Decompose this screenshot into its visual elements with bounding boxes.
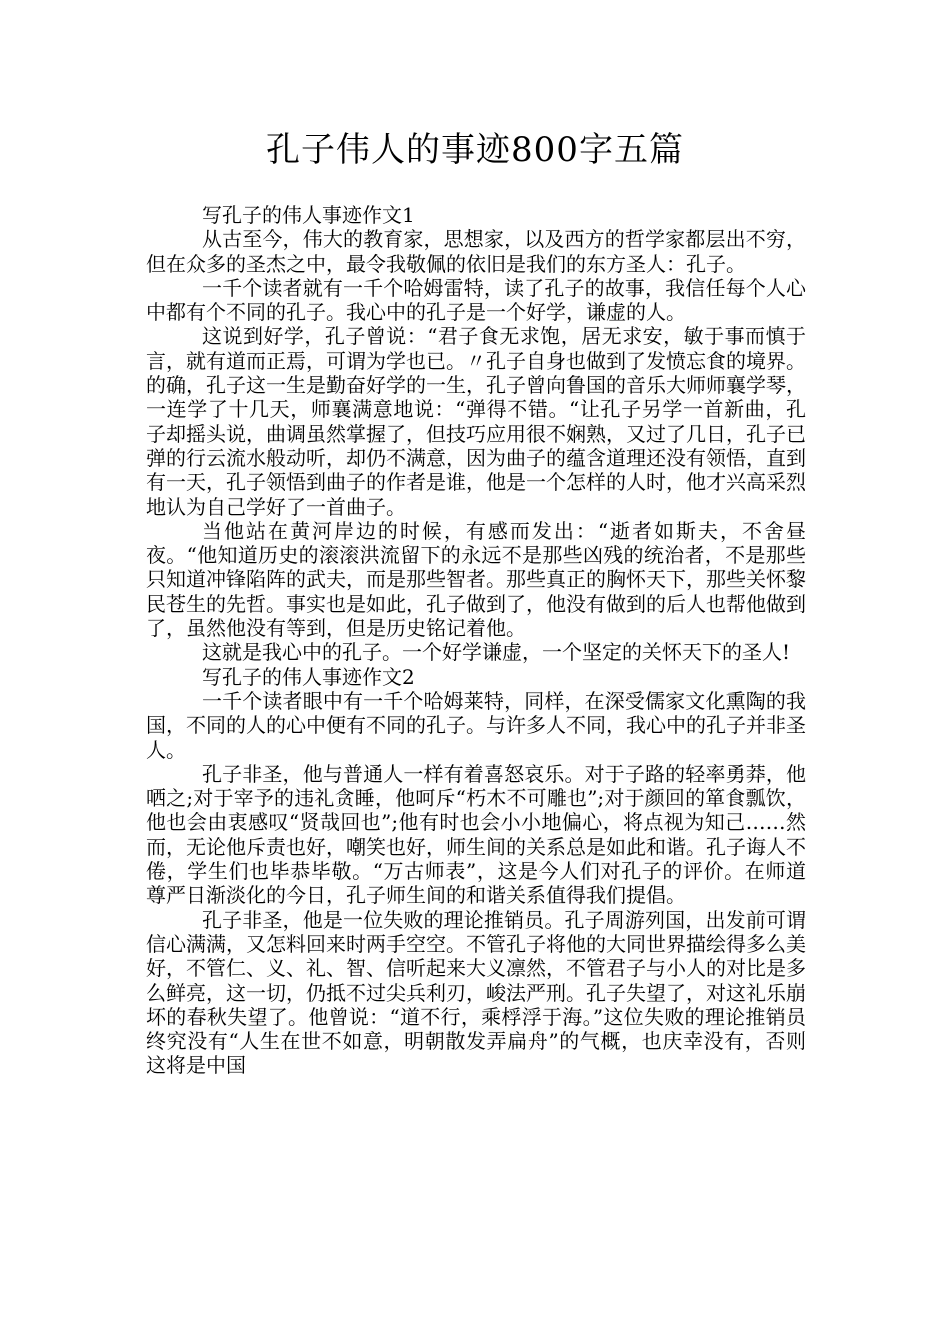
section-heading: 写孔子的伟人事迹作文2 xyxy=(202,664,415,689)
paragraph: 这说到好学，孔子曾说：“君子食无求饱，居无求安，敏于事而慎于言，就有道而正焉，可谓为学也已。〃孔子自身也做到了发愤忘食的境界。的确，孔子这一生是勤奋好学的一生，孔子曾向鲁国的音乐大师师襄学琴，一连学了十几天，师襄满意地说：“弹得不错。“让孔子另学一首新曲，孔子却摇头说，曲调虽然掌握了，但技巧应用很不娴熟，又过了几日，孔子已弹的行云流水般动听，却仍不满意，因为曲子的蕴含道理还没有领悟，直到有一天，孔子领悟到曲子的作者是谁，他是一个怎样的人时，他才兴高采烈地认为自己学好了一首曲子。 xyxy=(146,324,806,519)
page-title: 孔子伟人的事迹800字五篇 xyxy=(266,130,684,170)
paragraph: 这就是我心中的孔子。一个好学谦虚，一个坚定的关怀天下的圣人! xyxy=(202,640,791,665)
document-body xyxy=(146,203,806,1078)
paragraph: 孔子非圣，他与普通人一样有着喜怒哀乐。对于子路的轻率勇莽，他哂之;对于宰予的违礼贪睡，他呵斥“朽木不可雕也”;对于颜回的箪食瓢饮，他也会由衷感叹“贤哉回也”;他有时也会小小地偏心，将点视为知己……然而，无论他斥责也好，嘲笑也好，师生间的关系总是如此和谐。孔子诲人不倦，学生们也毕恭毕敬。“万古师表”，这是今人们对孔子的评价。在师道尊严日渐淡化的今日，孔子师生间的和谐关系值得我们提倡。 xyxy=(146,761,806,908)
paragraph: 从古至今，伟大的教育家，思想家，以及西方的哲学家都层出不穷，但在众多的圣杰之中，最令我敬佩的依旧是我们的东方圣人：孔子。 xyxy=(146,227,806,276)
paragraph: 一千个读者眼中有一千个哈姆莱特，同样，在深受儒家文化熏陶的我国，不同的人的心中便有不同的孔子。与许多人不同，我心中的孔子并非圣人。 xyxy=(146,688,806,762)
paragraph: 当他站在黄河岸边的时候，有感而发出：“逝者如斯夫，不舍昼夜。“他知道历史的滚滚洪流留下的永远不是那些凶残的统治者，不是那些只知道冲锋陷阵的武夫，而是那些智者。那些真正的胸怀天下，那些关怀黎民苍生的先哲。事实也是如此，孔子做到了，他没有做到的后人也帮他做到了，虽然他没有等到，但是历史铭记着他。 xyxy=(146,518,806,641)
section-heading: 写孔子的伟人事迹作文1 xyxy=(202,203,415,227)
paragraph: 孔子非圣，他是一位失败的理论推销员。孔子周游列国，出发前可谓信心满满，又怎料回来时两手空空。不管孔子将他的大同世界描绘得多么美好，不管仁、义、礼、智、信听起来大义凛然，不管君子与小人的对比是多么鲜亮，这一切，仍抵不过尖兵利刃，峻法严刑。孔子失望了，对这礼乐崩坏的春秋失望了。他曾说：“道不行，乘桴浮于海。”这位失败的理论推销员终究没有“人生在世不如意，明朝散发弄扁舟”的气概，也庆幸没有，否则这将是中国 xyxy=(146,907,806,1078)
paragraph: 一千个读者就有一千个哈姆雷特，读了孔子的故事，我信任每个人心中都有个不同的孔子。我心中的孔子是一个好学，谦虚的人。 xyxy=(146,275,806,325)
